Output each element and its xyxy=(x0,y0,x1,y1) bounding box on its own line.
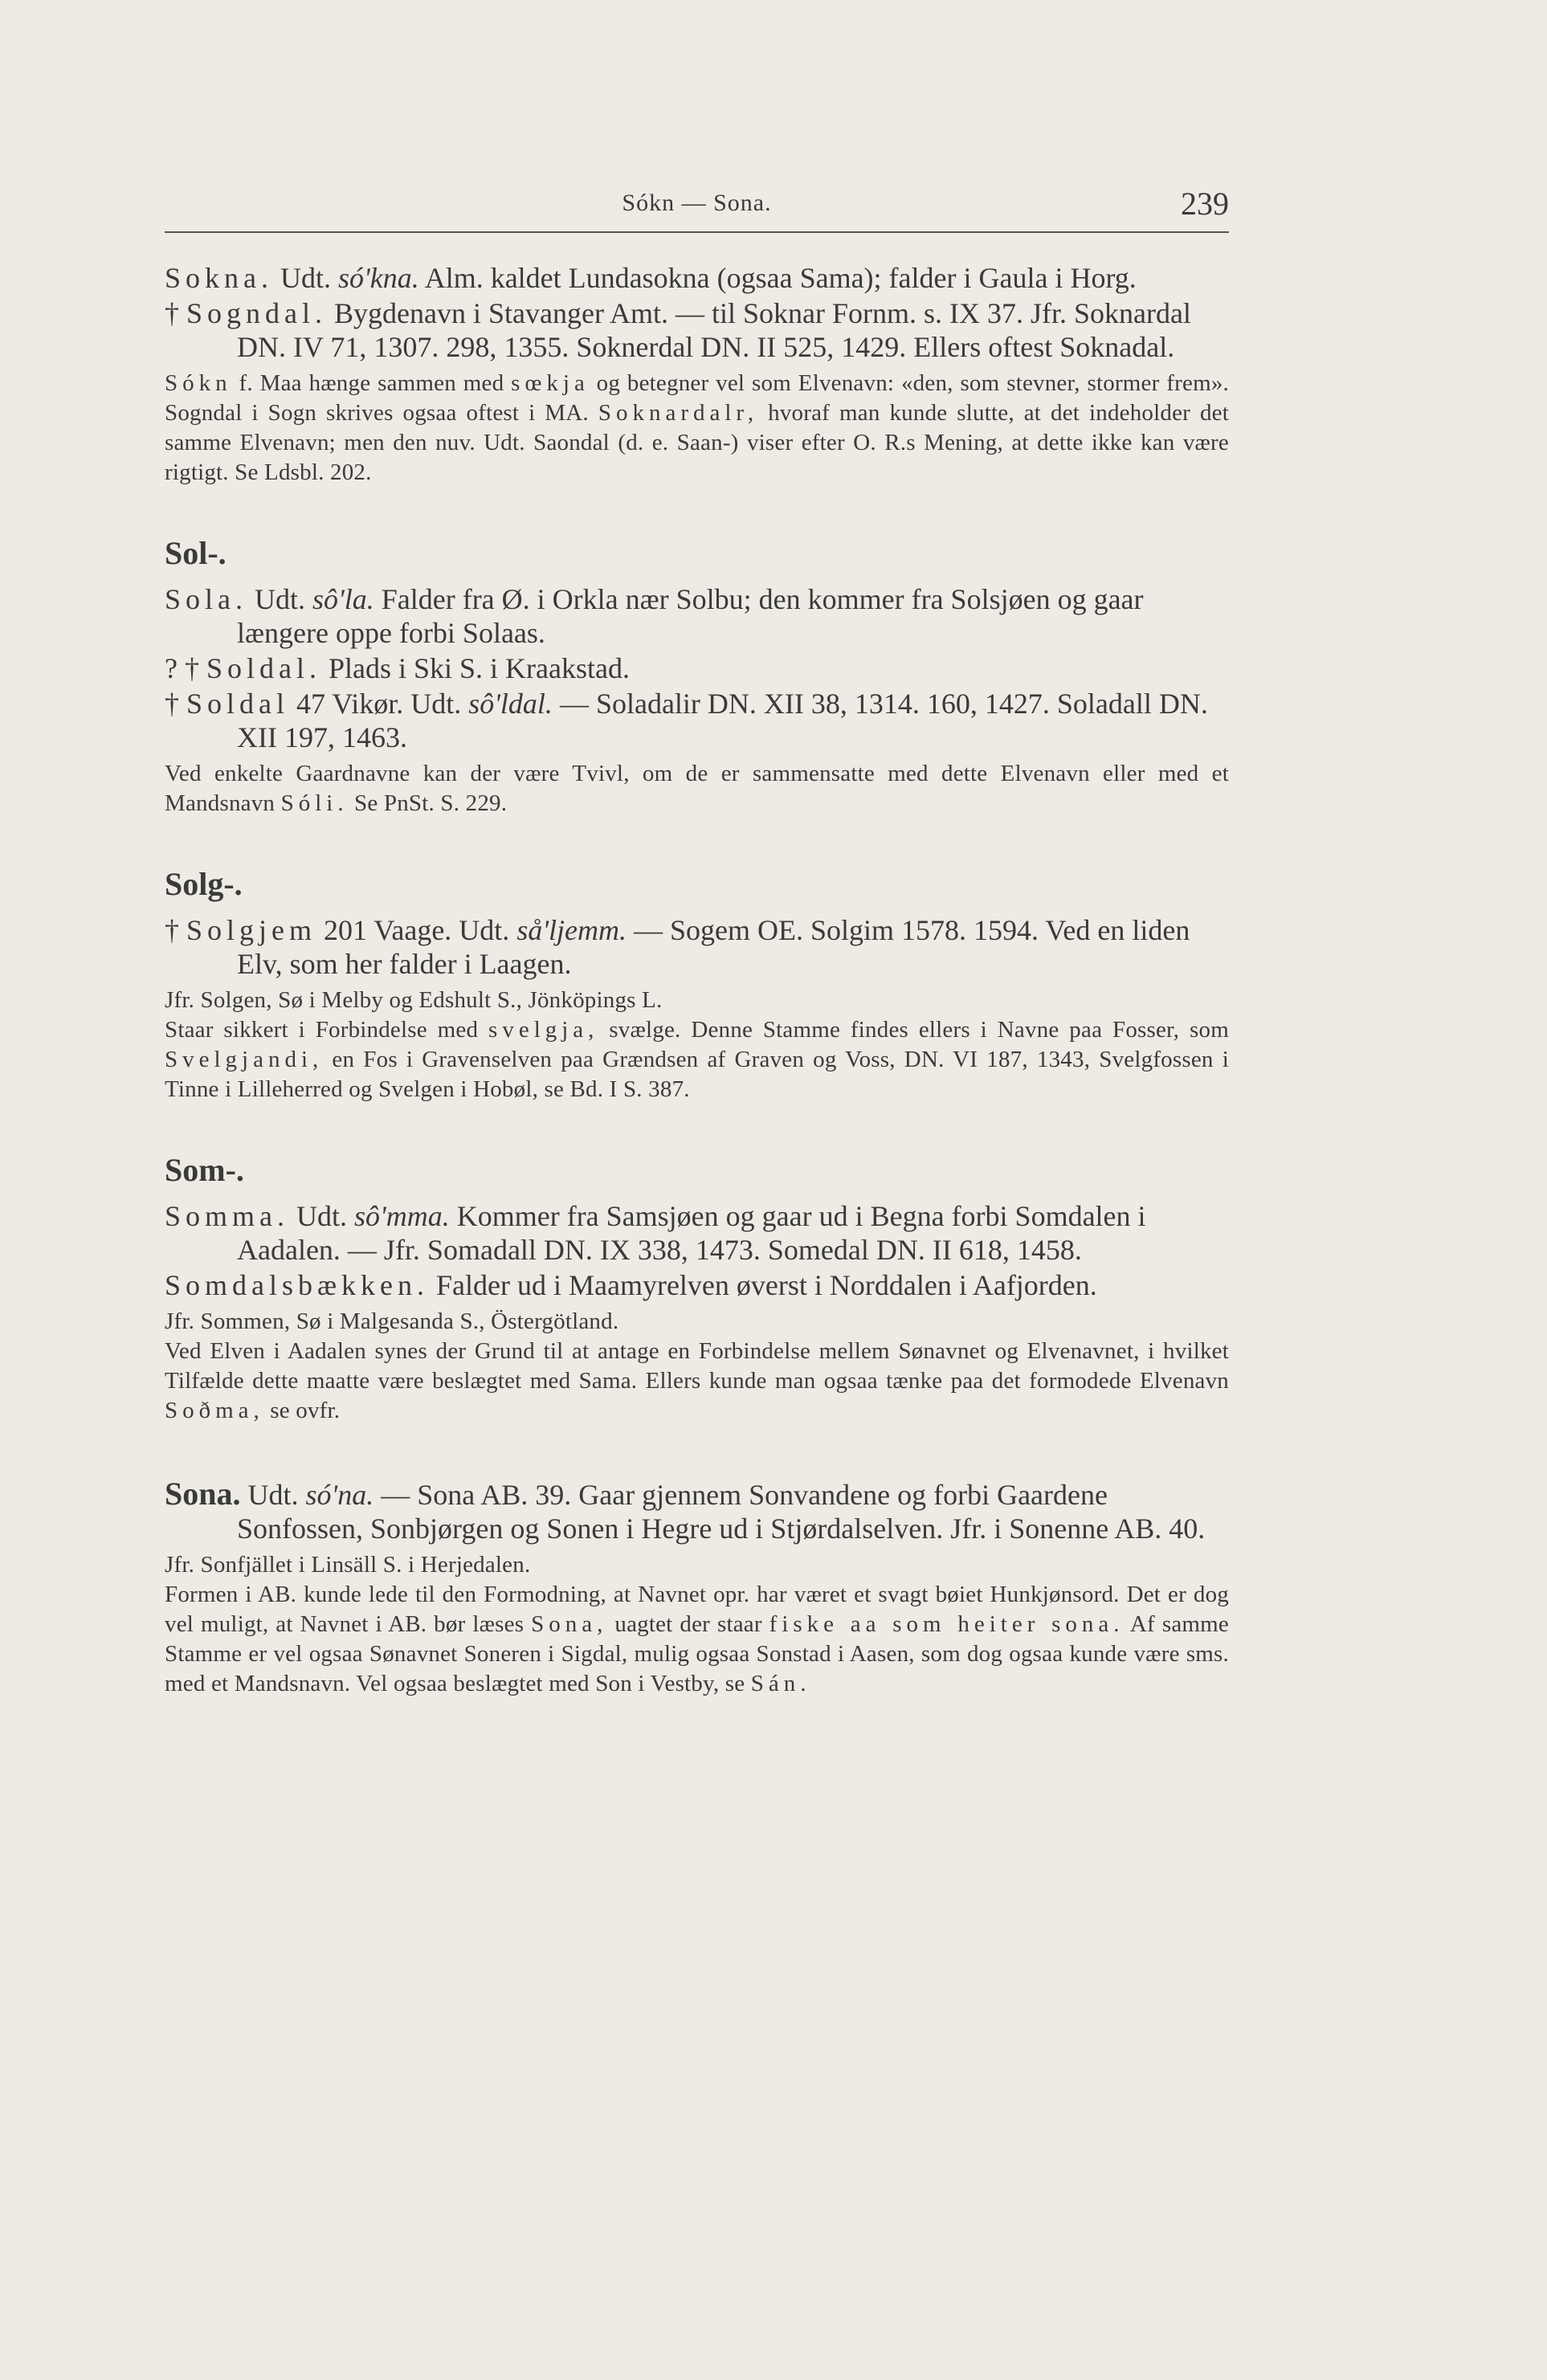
section-sol xyxy=(165,536,1229,819)
entry-text: — Sona AB. 39. Gaar gjennem Sonvandene og forbi Gaardene Sonfossen, Sonbjørgen og Sonen i Hegre ud i Stjørdalselven. Jfr. i Sonenne AB. 40. xyxy=(237,1479,1206,1545)
spaced-word: Sán. xyxy=(750,1671,811,1696)
running-title: Sókn — Sona. xyxy=(622,190,772,216)
note-text: Af samme Stamme er vel ogsaa Sønavnet Soneren i Sigdal, mulig ogsaa Sonstad i Aasen, som dog ogsaa kunde være sms. med et Mandsnavn. Vel ogsaa beslægtet med Son i Vestby, se xyxy=(165,1611,1229,1696)
headword: Sokna. xyxy=(165,262,273,294)
entry-soldal-vikor xyxy=(165,687,1229,754)
section-heading: Solg-. xyxy=(165,866,243,902)
spaced-word: sœkja xyxy=(511,370,590,396)
entry-text: — Soladalir DN. XII 38, 1314. 160, 1427. Soladall DN. XII 197, 1463. xyxy=(237,688,1208,753)
section-heading: Som-. xyxy=(165,1152,244,1188)
headword: Somdalsbækken. xyxy=(165,1269,430,1301)
entry-solgjem xyxy=(165,913,1229,981)
pronunciation: så'ljemm. xyxy=(516,914,627,946)
note-text: f. Maa hænge sammen med xyxy=(231,370,512,396)
note-text: hvoraf man kunde slutte, at det indeholder det samme Elvenavn; men den nuv. Udt. Saondal (d. e. Saan-) viser efter O. R.s Mening, at dette ikke kan være rigtigt. Se Ldsbl. 202. xyxy=(165,400,1229,485)
entry-text: Falder ud i Maamyrelven øverst i Norddalen i Aafjorden. xyxy=(429,1269,1097,1301)
headword: Sola. xyxy=(165,583,248,615)
dagger-mark: † xyxy=(165,688,186,720)
section-sona xyxy=(165,1477,1229,1699)
page-header xyxy=(165,185,1229,233)
entry-sona xyxy=(165,1477,1229,1545)
note-sokn xyxy=(165,369,1229,488)
note-sommen: Jfr. Sommen, Sø i Malgesanda S., Östergötland. xyxy=(165,1308,619,1334)
headword: Sogndal. xyxy=(186,297,328,329)
note-text: Ved enkelte Gaardnavne kan der være Tvivl, om de er sammensatte med dette Elvenavn eller med et Mandsnavn xyxy=(165,761,1229,816)
note-text: se ovfr. xyxy=(263,1398,341,1423)
pronunciation: sô'la. xyxy=(312,583,374,615)
entry-sola xyxy=(165,582,1229,650)
headword: Sókn xyxy=(165,370,232,396)
headword: Somma. xyxy=(165,1200,290,1232)
entry-text: — Sogem OE. Solgim 1578. 1594. Ved en liden Elv, som her falder i Laagen. xyxy=(237,914,1190,980)
section-sokna xyxy=(165,261,1229,488)
page-content xyxy=(165,261,1229,1699)
section-solg xyxy=(165,867,1229,1104)
spaced-word: fiske aa som heiter sona. xyxy=(769,1611,1125,1637)
entry-text: 201 Vaage. Udt. xyxy=(316,914,517,946)
entry-text: Plads i Ski S. i Kraakstad. xyxy=(321,652,630,684)
note-aadalen xyxy=(165,1337,1229,1426)
note-text: Se PnSt. S. 229. xyxy=(348,790,508,816)
entry-text: Kommer fra Samsjøen og gaar ud i Begna forbi Somdalen i Aadalen. — Jfr. Somadall DN. IX 338, 1473. Somedal DN. II 618, 1458. xyxy=(237,1200,1146,1266)
headword: Soldal xyxy=(186,688,290,720)
section-heading: Sol-. xyxy=(165,535,227,571)
note-text: uagtet der staar xyxy=(607,1611,769,1637)
pronunciation: sô'ldal. xyxy=(468,688,553,720)
headword: Sona. xyxy=(165,1476,241,1512)
pronunciation: só'na. xyxy=(305,1479,374,1511)
spaced-word: svelgja, xyxy=(488,1017,599,1043)
note-svelgja xyxy=(165,1015,1229,1104)
entry-text: 47 Vikør. Udt. xyxy=(289,688,469,720)
spaced-word: Soknardalr, xyxy=(598,400,759,426)
note-text: Ved Elven i Aadalen synes der Grund til at antage en Forbindelse mellem Sønavnet og Elvenavnet, i hvilket Tilfælde dette maatte være beslægtet med Sama. Ellers kunde man ogsaa tænke paa det formodede Elvenavn xyxy=(165,1338,1229,1394)
entry-text: Udt. xyxy=(240,1479,306,1511)
entry-text: Udt. xyxy=(247,583,313,615)
header-rule xyxy=(165,231,1229,233)
note-text: Formen i AB. kunde lede til den Formodning, at Navnet opr. har været et svagt bøiet Hunkjønsord. Det er dog vel muligt, at Navnet i AB. bør læses xyxy=(165,1582,1229,1637)
dagger-mark: † xyxy=(165,914,186,946)
entry-text: Udt. xyxy=(273,262,338,294)
entry-text: Udt. xyxy=(289,1200,355,1232)
entry-sogndal xyxy=(165,296,1229,364)
note-text: en Fos i Gravenselven paa Grændsen af Graven og Voss, DN. VI 187, 1343, Svelgfossen i Tinne i Lilleherred og Svelgen i Hobøl, se Bd. I S. 387. xyxy=(165,1047,1229,1102)
note-sonfjallet: Jfr. Sonfjället i Linsäll S. i Herjedalen. xyxy=(165,1552,531,1578)
pronunciation: sô'mma. xyxy=(354,1200,450,1232)
spaced-word: Sona, xyxy=(531,1611,608,1637)
note-sol xyxy=(165,759,1229,819)
entry-text: Falder fra Ø. i Orkla nær Solbu; den kommer fra Solsjøen og gaar længere oppe forbi Solaas. xyxy=(237,583,1144,649)
entry-text: Alm. kaldet Lundasokna (ogsaa Sama); falder i Gaula i Horg. xyxy=(418,262,1137,294)
page-number: 239 xyxy=(1181,186,1229,222)
entry-soldal-ski xyxy=(165,651,1229,685)
note-sona-form xyxy=(165,1580,1229,1699)
section-som xyxy=(165,1153,1229,1426)
entry-sokna xyxy=(165,261,1229,295)
dagger-mark: † xyxy=(165,297,186,329)
note-text: og betegner vel som Elvenavn: «den, som stevner, stormer frem». Sogndal i Sogn skrives ogsaa oftest i MA. xyxy=(165,370,1229,426)
note-solgen: Jfr. Solgen, Sø i Melby og Edshult S., Jönköpings L. xyxy=(165,987,663,1013)
note-text: svælge. Denne Stamme findes ellers i Navne paa Fosser, som xyxy=(598,1017,1229,1043)
pronunciation: só'kna. xyxy=(338,262,419,294)
spaced-word: Soðma, xyxy=(165,1398,264,1423)
dagger-mark: ? † xyxy=(165,652,206,684)
headword: Soldal. xyxy=(206,652,321,684)
entry-somma xyxy=(165,1199,1229,1267)
spaced-word: Svelgjandi, xyxy=(165,1047,324,1072)
entry-somdalsbaekken xyxy=(165,1268,1229,1302)
headword: Solgjem xyxy=(186,914,317,946)
spaced-word: Sóli. xyxy=(280,790,349,816)
entry-text: Bygdenavn i Stavanger Amt. — til Soknar Fornm. s. IX 37. Jfr. Soknardal DN. IV 71, 1307. 298, 1355. Soknerdal DN. II 525, 1429. Ellers oftest Soknadal. xyxy=(237,297,1191,363)
note-text: Staar sikkert i Forbindelse med xyxy=(165,1017,489,1043)
